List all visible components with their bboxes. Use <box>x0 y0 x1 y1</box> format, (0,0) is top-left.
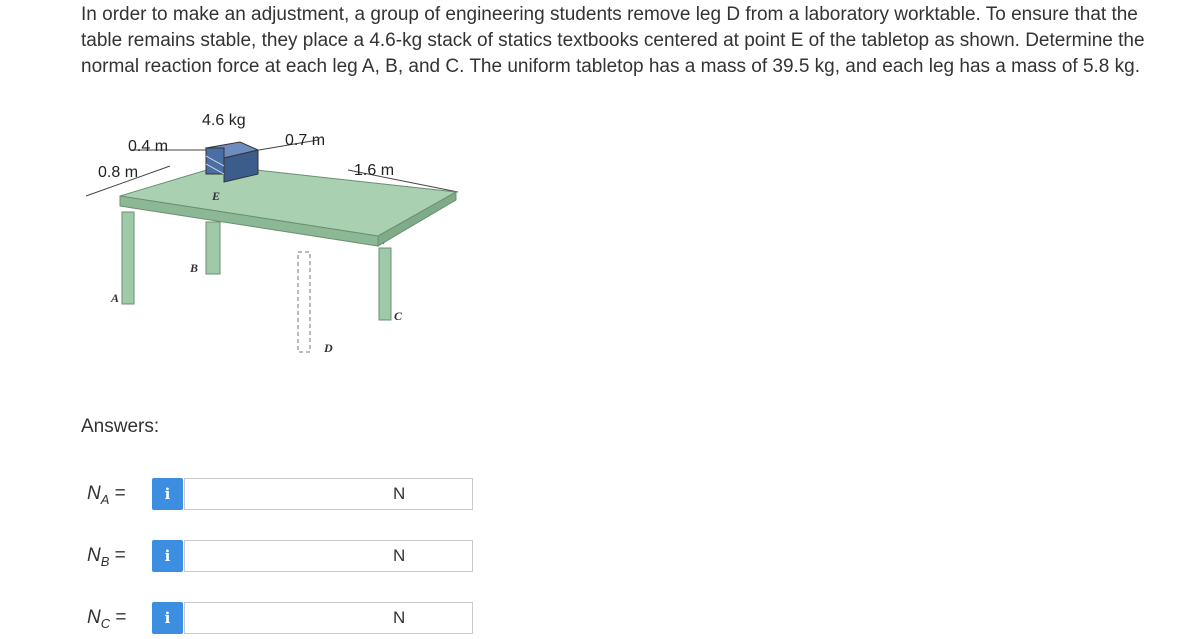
dim-0-8: 0.8 m <box>98 164 139 181</box>
problem-statement <box>81 2 1181 80</box>
leg-b <box>206 222 220 274</box>
mass-label: 4.6 kg <box>202 112 246 129</box>
info-icon[interactable]: i <box>152 478 183 510</box>
leg-c <box>379 248 391 320</box>
answers-heading: Answers: <box>81 416 160 437</box>
nc-input[interactable] <box>184 602 473 634</box>
info-icon[interactable]: i <box>152 540 183 572</box>
table-diagram <box>78 104 478 366</box>
na-unit: N <box>393 484 406 503</box>
leg-d-removed <box>298 252 310 352</box>
nb-unit: N <box>393 546 406 565</box>
dim-1-6: 1.6 m <box>354 162 395 179</box>
point-d-label: D <box>324 341 333 355</box>
nc-unit: N <box>393 608 406 627</box>
dim-0-4: 0.4 m <box>128 138 169 155</box>
point-c-label: C <box>394 309 403 323</box>
point-e-label: E <box>212 189 221 203</box>
dim-0-7: 0.7 m <box>285 132 326 149</box>
na-label: $N_A$ = <box>87 483 126 507</box>
leg-a <box>122 212 134 304</box>
nb-input[interactable] <box>184 540 473 572</box>
problem-text: In order to make an adjustment, a group of engineering students remove leg D from a laboratory worktable. To ensure that the table remains stable, they place a 4.6-kg stack of statics textbooks centered at point E of the tabletop as shown. Determine the normal reaction force at each leg A, B, and C. The uniform tabletop has a mass of 39.5 kg, and each leg has a mass of 5.8 kg. <box>81 4 1145 77</box>
na-input[interactable] <box>184 478 473 510</box>
info-icon[interactable]: i <box>152 602 183 634</box>
nc-label: $N_C$ = <box>87 607 127 631</box>
point-a-label: A <box>111 291 120 305</box>
nb-label: $N_B$ = <box>87 545 126 569</box>
point-b-label: B <box>190 261 199 275</box>
table-figure <box>78 104 478 366</box>
